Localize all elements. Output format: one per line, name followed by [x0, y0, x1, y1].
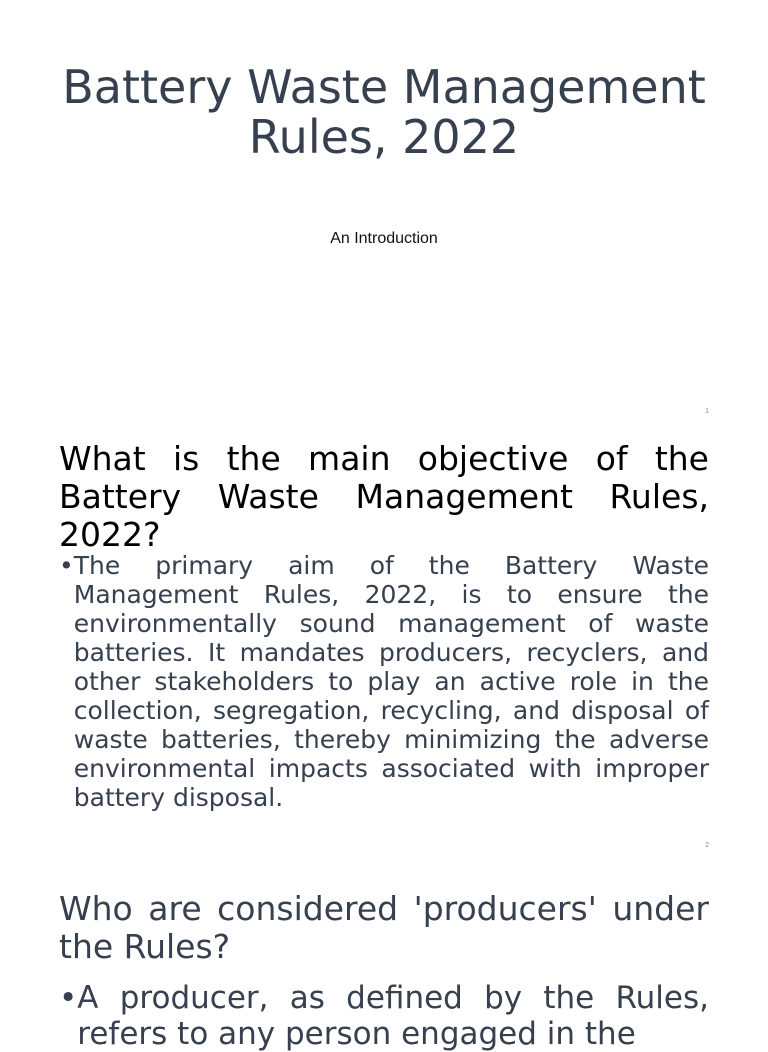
slide-heading: What is the main objective of the Battery Waste Management Rules, 2022? [59, 439, 709, 554]
bullet-item [59, 551, 709, 812]
slide-title: Battery Waste Management Rules, 2022 [62, 60, 706, 164]
bullet-icon: • [59, 551, 74, 580]
slide-subtitle: An Introduction [330, 230, 438, 247]
slide-2 [0, 422, 768, 852]
bullet-icon: • [59, 980, 78, 1016]
slide-1 [0, 0, 768, 422]
page-number: 2 [705, 842, 709, 849]
slide-3 [0, 852, 768, 1052]
bullet-text: A producer, as defined by the Rules, refers to any person engaged in the [77, 980, 709, 1052]
bullet-text: The primary aim of the Battery Waste Management Rules, 2022, is to ensure the environmentally sound management of waste batteries. It mandates producers, recyclers, and other stakeholders to play an active role in the collection, segregation, recycling, and disposal of waste batteries, thereby minimizing the adverse environmental impacts associated with improper battery disposal. [73, 551, 709, 812]
page-number: 1 [705, 408, 709, 415]
bullet-item [59, 980, 709, 1052]
slide-heading: Who are considered 'producers' under the Rules? [59, 889, 709, 966]
